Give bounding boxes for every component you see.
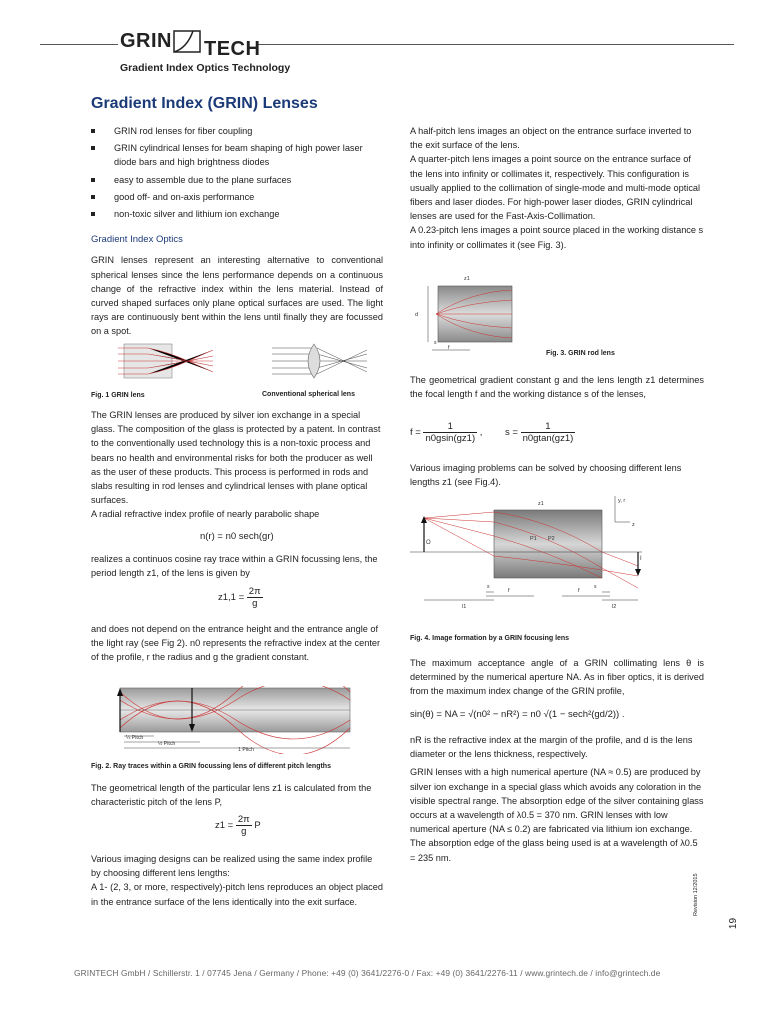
feature-item: good off- and on-axis performance [91,190,383,204]
paragraph-independence: and does not depend on the entrance height and the entrance angle of the light ray (see Fig 2). n0 represents the refractive index at the center of the profile, r the radius and g the gradient constant. [91,624,381,663]
paragraph-high-na: GRIN lenses with a high numerical aperture (NA ≈ 0.5) are produced by silver ion exchange in a special glass which avoids any coloration in the visible spectral range. The absorption edge of the silver containing glass occurs at a wavelength of λ0.5 = 370 nm. GRIN lenses with low numerical aperture (NA ≤ 0.2) are fabricated via lithium ion exchange. The absorption edge of the glass being used is at a wavelength of λ0.5 = 235 nm. [410,767,704,863]
fig4-label-f-right: f [578,588,580,594]
paragraph-lens-length: The geometrical length of the particular lens z1 is calculated from the characteristic pitch of the lens P, [91,783,372,808]
feature-item: non-toxic silver and lithium ion exchange [91,207,383,221]
equation-working-distance [505,421,575,444]
eq3-rhs: P [254,820,261,832]
fig2-half-pitch: ½ Pitch [158,741,176,747]
fig4-label-i: I [640,556,642,562]
footer-contact: GRINTECH GmbH / Schillerstr. 1 / 07745 Jena / Germany / Phone: +49 (0) 3641/2276-0 / Fax: +49 (0) 3641/2276-11 / www.grintech.de / info@grintech.de [74,968,661,978]
equation-period-length [218,586,263,609]
right-column-imaging [410,461,704,489]
eq2-num: 2π [248,586,261,597]
fig4-label-p1: P1 [530,536,537,542]
logo-mark [173,30,203,54]
eq-f-den: n0gsin(gz1) [425,433,476,444]
fig2-ray-traces-diagram [92,686,354,754]
fig2-full-pitch: 1 Pitch [238,747,254,753]
eq-s-den: n0gtan(gz1) [522,433,574,444]
eq-s-lhs: s = [505,427,518,439]
paragraph-period: realizes a continuos cosine ray trace within a GRIN focussing lens, the period length z1, of the lens is given by [91,554,378,579]
eq-f-fraction [423,421,477,444]
paragraph-margin-index: nR is the refractive index at the margin of the profile, and d is the lens diameter or the lens thickness, respectively. [410,735,693,760]
right-column-top [410,124,704,252]
fig4-label-z: z [632,522,635,528]
page-title: Gradient Index (GRIN) Lenses [91,95,318,112]
fig2-caption: Fig. 2. Ray traces within a GRIN focussing lens of different pitch lengths [91,763,331,770]
fig4-label-yr: y, r [618,498,626,504]
left-column-explanation [91,622,383,665]
left-column-period [91,552,383,580]
left-column-length [91,781,383,809]
eq3-num: 2π [237,814,250,825]
feature-list [91,124,383,221]
fig4-label-l1: l1 [462,604,467,610]
fig4-label-f-left: f [508,588,510,594]
left-column-top [91,124,383,339]
page-number: 19 [728,917,740,930]
eq-s-fraction [521,421,576,444]
eq-f-num: 1 [423,421,477,433]
right-column-na [410,733,704,865]
paragraph-gradient-constant: The geometrical gradient constant g and the lens length z1 determines the focal length f and the working distance s of the lenses, [410,375,704,400]
fig4-label-s-left: s [487,584,490,590]
paragraph-acceptance-angle: The maximum acceptance angle of a GRIN collimating lens θ is determined by the numerical aperture NA. As in fiber optics, it is derived from the maximum index change of the GRIN profile, [410,658,704,697]
paragraph-imaging-problems: Various imaging problems can be solved by choosing different lens lengths z1 (see Fig.4). [410,463,682,488]
paragraph-profile: A radial refractive index profile of nearly parabolic shape [91,509,320,520]
header-rule-right [256,44,734,45]
eq2-den: g [252,598,258,609]
fig4-label-o: O [426,540,431,546]
fig4-caption: Fig. 4. Image formation by a GRIN focusing lens [410,635,570,642]
feature-item: GRIN cylindrical lenses for beam shaping of high power laser diode bars and high brightness diodes [91,141,383,169]
logo-subtitle: Gradient Index Optics Technology [120,62,291,74]
eq3-den: g [241,826,247,837]
logo-tech: TECH [204,38,261,60]
paragraph-intro: GRIN lenses represent an interesting alternative to conventional spherical lenses since the lens performance depends on a continuous change of the refractive index within the lens material. Instead of curved shaped surfaces only plane optical surfaces are used. The light rays are continuously bent within the lens until finally they are focussed on a spot. [91,255,383,337]
equation-focal-length: f = $\frac{1}{n0gsin(gz1)}$ , [410,421,483,444]
eq3-lhs: z1 = [215,820,234,832]
right-column-gradient [410,373,704,401]
fig3-label-d: d [415,312,419,318]
eq2-lhs: z1,1 = [218,592,245,604]
paragraph-half-pitch: A half-pitch lens images an object on the entrance surface inverted to the exit surface of the lens. [410,126,692,151]
header-rule-left [40,44,118,45]
feature-item: GRIN rod lenses for fiber coupling [91,124,383,138]
fig4-image-formation-diagram [410,496,660,616]
feature-item: easy to assemble due to the plane surfaces [91,173,383,187]
left-column-middle [91,408,383,522]
fig3-label-z1: z1 [464,276,470,282]
subheading-gradient-index-optics: Gradient Index Optics [91,234,183,246]
paragraph-quarter-pitch: A quarter-pitch lens images a point source on the entrance surface of the lens into infinity or collimates it, respectively. This configuration is usually applied to the collimation of single-mode and multi-mode optical fibers and laser diodes. For high-power laser diodes, GRIN cylindrical lenses are used for the Fast-Axis-Collimation. [410,154,701,222]
fig3-grin-rod-lens-diagram [410,272,520,356]
fig4-label-p2: P2 [548,536,555,542]
left-column-designs [91,852,383,909]
eq2-fraction [247,586,263,609]
equation-index-profile: n(r) = n0 sech(gr) [200,531,274,542]
fig1-caption: Fig. 1 GRIN lens [91,392,145,399]
paragraph-designs: Various imaging designs can be realized using the same index profile by choosing different lens lengths: [91,854,373,879]
fig4-label-l2: l2 [612,604,617,610]
eq-f-lhs: f = [410,427,421,439]
fig4-label-s-right: s [594,584,597,590]
fig3-caption: Fig. 3. GRIN rod lens [546,350,615,357]
paragraph-one-pitch: A 1- (2, 3, or more, respectively)-pitch lens reproduces an object placed in the entrance surface of the lens identically into the exit surface. [91,882,383,907]
right-column-acceptance [410,656,704,699]
fig1-spherical-lens-diagram [272,342,372,382]
logo-grin: GRIN [120,30,172,52]
equation-numerical-aperture: sin(θ) = NA = √(n0² − nR²) = n0 √(1 − sech²(gd/2)) . [410,709,625,720]
fig2-quarter-pitch: ¼ Pitch [126,735,144,741]
eq-s-num: 1 [521,421,576,433]
equation-lens-length [215,814,261,837]
fig3-label-f: f [448,345,450,351]
revision-note: Revision 12/2015 [693,873,699,916]
fig4-label-z1: z1 [538,501,544,507]
fig3-label-s: s [434,340,437,346]
paragraph-023-pitch: A 0.23-pitch lens images a point source placed in the working distance s into infinity or collimates it (see Fig. 3). [410,225,704,250]
eq3-fraction [236,814,252,837]
fig1-grin-lens-diagram [118,342,218,382]
paragraph-production: The GRIN lenses are produced by silver ion exchange in a special glass. The composition of the glass is protected by a patent. In contrast to the conventionally used technology this is a non-toxic process and bears no health and environmental risks for both the producer as well as the user of these products. This process is performed in rods and slabs resulting in rod lenses and cylindrical lenses with plane optical surfaces. [91,410,381,506]
fig1b-caption: Conventional spherical lens [262,391,355,398]
